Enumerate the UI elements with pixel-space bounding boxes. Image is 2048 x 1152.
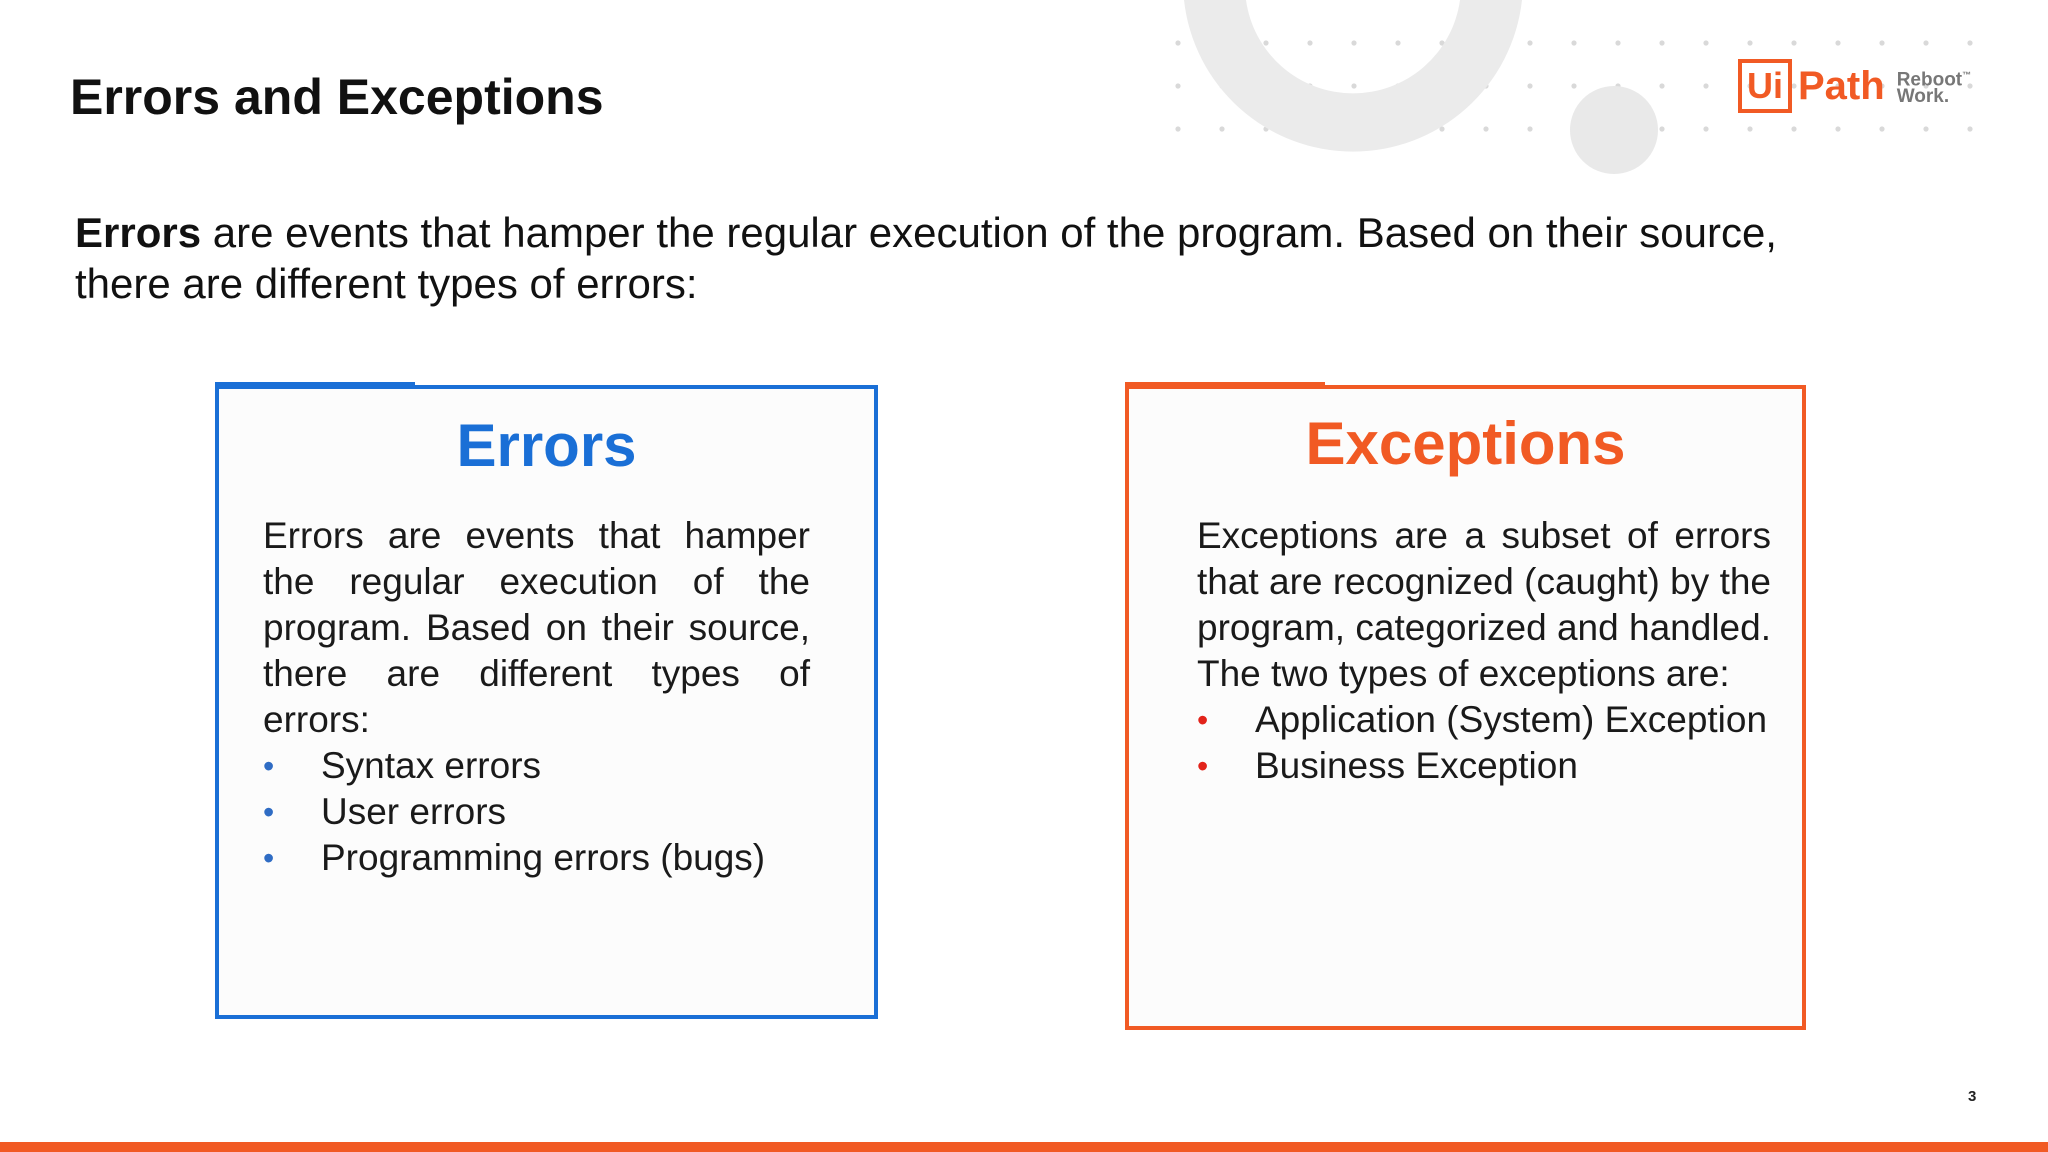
grid-dot bbox=[1747, 126, 1752, 131]
grid-dot bbox=[1703, 126, 1708, 131]
grid-dot bbox=[1703, 83, 1708, 88]
grid-dot bbox=[1219, 126, 1224, 131]
grid-dot bbox=[1483, 126, 1488, 131]
grid-dot bbox=[1923, 40, 1928, 45]
exceptions-bullet-text: Application (System) Exception bbox=[1255, 699, 1768, 740]
bottom-accent-bar bbox=[0, 1142, 2048, 1152]
grid-dot bbox=[1791, 40, 1796, 45]
errors-bullet-list bbox=[263, 743, 810, 881]
exceptions-bullet-list bbox=[1197, 697, 1771, 789]
grid-dot bbox=[1703, 40, 1708, 45]
bullet-dot-icon: • bbox=[1197, 748, 1209, 784]
errors-card-description: Errors are events that hamper the regular execution of the program. Based on their source, there are different types of errors: bbox=[263, 515, 810, 740]
grid-dot bbox=[1175, 83, 1180, 88]
logo-trademark: ™ bbox=[1962, 69, 1972, 80]
errors-bullet-item bbox=[263, 743, 810, 789]
grid-dot bbox=[1923, 126, 1928, 131]
grid-dot bbox=[1351, 40, 1356, 45]
grid-dot bbox=[1835, 126, 1840, 131]
grid-dot bbox=[1879, 40, 1884, 45]
page-number: 3 bbox=[1968, 1088, 1977, 1105]
errors-bullet-text: Programming errors (bugs) bbox=[321, 837, 766, 878]
errors-card bbox=[215, 385, 878, 1019]
grid-dot bbox=[1175, 126, 1180, 131]
grid-dot bbox=[1659, 40, 1664, 45]
errors-bullet-text: User errors bbox=[321, 791, 507, 832]
bullet-dot-icon: • bbox=[263, 748, 275, 784]
grid-dot bbox=[1967, 126, 1972, 131]
decorative-arc bbox=[1184, 0, 1522, 152]
grid-dot bbox=[1351, 83, 1356, 88]
exceptions-card-body bbox=[1197, 513, 1771, 789]
grid-dot bbox=[1527, 126, 1532, 131]
exceptions-card-title: Exceptions bbox=[1305, 410, 1626, 477]
uipath-logo bbox=[1738, 58, 1971, 114]
intro-paragraph bbox=[75, 207, 1835, 309]
grid-dot bbox=[1615, 40, 1620, 45]
bullet-dot-icon: • bbox=[263, 840, 275, 876]
exceptions-bullet-item bbox=[1197, 743, 1771, 789]
exceptions-bullet-text: Business Exception bbox=[1255, 745, 1578, 786]
grid-dot bbox=[1571, 40, 1576, 45]
grid-dot bbox=[1175, 40, 1180, 45]
logo-ui-box: Ui bbox=[1738, 59, 1792, 113]
slide-title: Errors and Exceptions bbox=[70, 69, 604, 125]
grid-dot bbox=[1835, 40, 1840, 45]
exceptions-card-accent bbox=[1125, 382, 1325, 389]
errors-card-title: Errors bbox=[456, 412, 637, 479]
grid-dot bbox=[1967, 40, 1972, 45]
logo-tagline-line2: Work. bbox=[1896, 86, 1950, 108]
grid-dot bbox=[1659, 83, 1664, 88]
grid-dot bbox=[1747, 40, 1752, 45]
grid-dot bbox=[1527, 40, 1532, 45]
logo-tagline bbox=[1896, 67, 1972, 108]
errors-bullet-item bbox=[263, 789, 810, 835]
grid-dot bbox=[1659, 126, 1664, 131]
grid-dot bbox=[1571, 83, 1576, 88]
grid-dot bbox=[1791, 126, 1796, 131]
grid-dot bbox=[1263, 40, 1268, 45]
exceptions-card-description: Exceptions are a subset of errors that are recognized (caught) by the program, categorized and handled. The two types of exceptions are: bbox=[1197, 515, 1771, 694]
grid-dot bbox=[1395, 40, 1400, 45]
bullet-dot-icon: • bbox=[263, 794, 275, 830]
grid-dot bbox=[1879, 126, 1884, 131]
grid-dot bbox=[1307, 40, 1312, 45]
grid-dot bbox=[1527, 83, 1532, 88]
logo-tagline-line1: Reboot bbox=[1896, 69, 1963, 91]
exceptions-bullet-item bbox=[1197, 697, 1771, 743]
intro-bold-term: Errors bbox=[75, 209, 202, 256]
errors-card-accent bbox=[215, 382, 415, 389]
logo-path-text: Path bbox=[1798, 63, 1885, 108]
bullet-dot-icon: • bbox=[1197, 702, 1209, 738]
exceptions-card bbox=[1125, 385, 1806, 1030]
errors-bullet-text: Syntax errors bbox=[321, 745, 542, 786]
intro-text: are events that hamper the regular execution of the program. Based on their source, there are different types of errors: bbox=[75, 209, 1777, 307]
decorative-circle bbox=[1570, 86, 1658, 174]
errors-bullet-item bbox=[263, 835, 810, 881]
errors-card-body bbox=[263, 513, 810, 881]
